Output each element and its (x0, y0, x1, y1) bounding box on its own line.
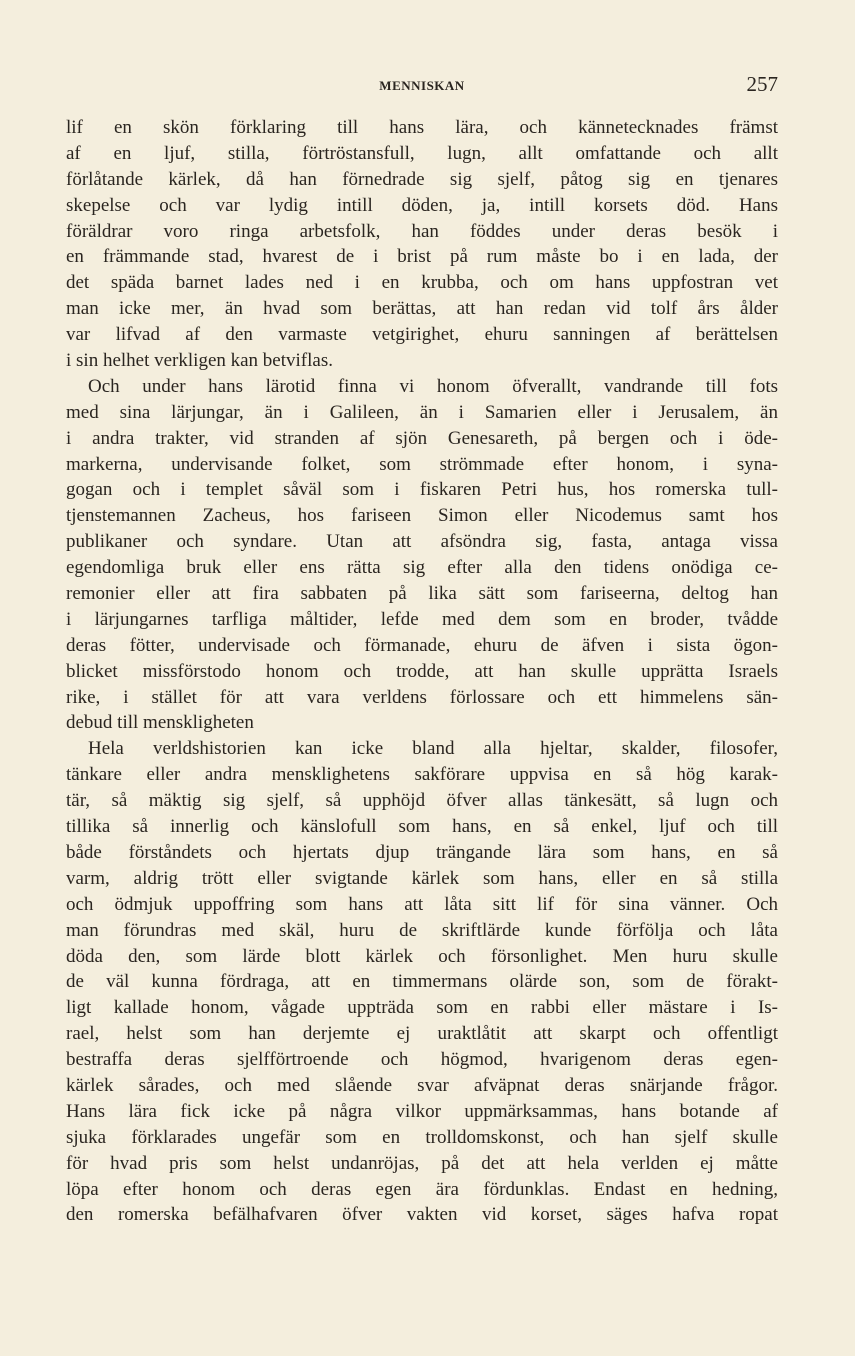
text-line: gogan och i templet såväl som i fiskaren Petri hus, hos romerska tull- (66, 479, 778, 501)
text-line: skepelse och var lydig intill döden, ja, intill korsets död. Hans (66, 194, 778, 216)
text-line: sjuka förklarades ungefär som en trolldomskonst, och han sjelf skulle (66, 1126, 778, 1148)
text-line: förlåtande kärlek, då han förnedrade sig sjelf, påtog sig en tjenares (66, 168, 778, 190)
text-line: lif en skön förklaring till hans lära, och kännetecknades främst (66, 117, 778, 138)
text-line: Och under hans lärotid finna vi honom öfverallt, vandrande till fots (88, 375, 778, 397)
text-line: döda den, som lärde blott kärlek och försonlighet. Men huru skulle (66, 945, 778, 967)
text-line: den romerska befälhafvaren öfver vakten vid korset, säges hafva ropat (66, 1204, 778, 1226)
text-line: tänkare eller andra mensklighetens sakförare uppvisa en så hög karak- (66, 764, 778, 786)
body-text (66, 115, 778, 1228)
text-line: för hvad pris som helst undanröjas, på det att hela verlden ej måtte (66, 1152, 778, 1174)
page-number: 257 (746, 72, 778, 96)
text-line: varm, aldrig trött eller svigtande kärlek som hans, eller en så stilla (66, 867, 778, 889)
paragraph-3 (66, 736, 778, 1228)
text-line: rael, helst som han derjemte ej uraktlåtit att skarpt och offentligt (66, 1023, 778, 1045)
text-line: rike, i stället för att vara verldens förlossare och ett himmelens sän- (66, 686, 778, 708)
text-line: man förundras med skäl, huru de skriftlärde kunde förfölja och låta (66, 919, 778, 941)
text-line: deras fötter, undervisade och förmanade, ehuru de äfven i sista ögon- (66, 634, 778, 656)
text-line: markerna, undervisande folket, som strömmade efter honom, i syna- (66, 453, 778, 475)
paragraph-1 (66, 115, 778, 374)
text-line: i andra trakter, vid stranden af sjön Genesareth, på bergen och i öde- (66, 427, 778, 449)
text-line: tär, så mäktig sig sjelf, så upphöjd öfver allas tänkesätt, så lugn och (66, 790, 778, 812)
text-line: och ödmjuk uppoffring som hans att låta sitt lif för sina vänner. Och (66, 893, 778, 915)
text-line: egendomliga bruk eller ens rätta sig efter alla den tidens onödiga ce- (66, 557, 778, 579)
text-line: med sina lärjungar, än i Galileen, än i Samarien eller i Jerusalem, än (66, 401, 778, 423)
text-line: i lärjungarnes tarfliga måltider, lefde med dem som en broder, tvådde (66, 608, 778, 630)
text-line: Hela verldshistorien kan icke bland alla hjeltar, skalder, filosofer, (88, 738, 778, 760)
text-line: man icke mer, än hvad som berättas, att han redan vid tolf års ålder (66, 298, 778, 320)
text-line: var lifvad af den varmaste vetgirighet, ehuru sanningen af berättelsen (66, 324, 778, 346)
text-line: publikaner och syndare. Utan att afsöndra sig, fasta, antaga vissa (66, 531, 778, 553)
text-line: löpa efter honom och deras egen ära fördunklas. Endast en hedning, (66, 1178, 778, 1200)
text-line: i sin helhet verkligen kan betviflas. (66, 350, 333, 372)
text-line: remonier eller att fira sabbaten på lika sätt som fariseerna, deltog han (66, 583, 778, 605)
text-line: de väl kunna fördraga, att en timmermans olärde son, som de förakt- (66, 971, 778, 993)
text-line: af en ljuf, stilla, förtröstansfull, lugn, allt omfattande och allt (66, 142, 778, 164)
text-line: tillika så innerlig och känslofull som hans, en så enkel, ljuf och till (66, 816, 778, 838)
text-line: blicket missförstodo honom och trodde, att han skulle upprätta Israels (66, 660, 778, 682)
text-line: föräldrar voro ringa arbetsfolk, han föddes under deras besök i (66, 220, 778, 242)
text-line: kärlek sårades, och med slående svar afväpnat deras snärjande frågor. (66, 1074, 778, 1096)
text-line: debud till menskligheten (66, 712, 254, 734)
text-line: det späda barnet lades ned i en krubba, och om hans uppfostran vet (66, 272, 778, 294)
text-line: Hans lära fick icke på några vilkor uppmärksammas, hans botande af (66, 1100, 778, 1122)
page-header (66, 72, 778, 100)
text-line: bestraffa deras sjelfförtroende och högmod, hvarigenom deras egen- (66, 1049, 778, 1071)
paragraph-2 (66, 374, 778, 736)
text-line: ligt kallade honom, vågade uppträda som en rabbi eller mästare i Is- (66, 997, 778, 1019)
text-line: både förståndets och hjertats djup trängande lära som hans, en så (66, 841, 778, 863)
text-line: en främmande stad, hvarest de i brist på rum måste bo i en lada, der (66, 246, 778, 268)
text-line: tjenstemannen Zacheus, hos fariseen Simon eller Nicodemus samt hos (66, 505, 778, 527)
running-title: MENNISKAN (379, 78, 465, 93)
